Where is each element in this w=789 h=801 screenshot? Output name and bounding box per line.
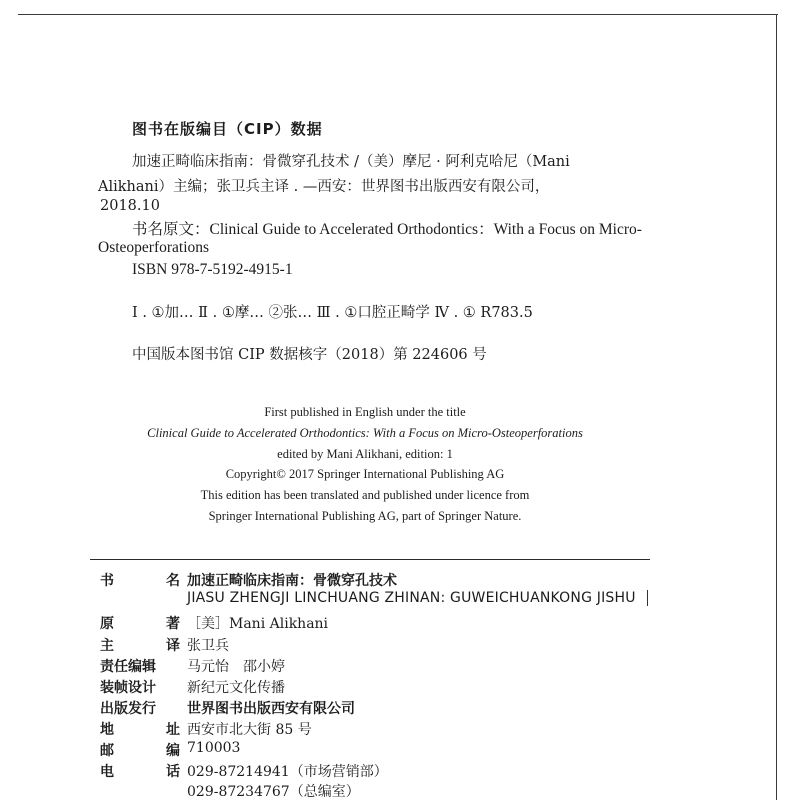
info-pinyin: JIASU ZHENGJI LINCHUANG ZHINAN: GUWEICHUANKONG JISHU	[187, 590, 636, 606]
text-cursor	[647, 590, 648, 606]
info-value: 029-87234767（总编室）	[187, 784, 360, 800]
info-value: 世界图书出版西安有限公司	[187, 701, 355, 717]
info-value: 新纪元文化传播	[187, 680, 285, 696]
english-line-5: This edition has been translated and published under licence from	[200, 488, 530, 503]
cip-line-4: 书名原文：Clinical Guide to Accelerated Orthodontics：With a Focus on Micro-	[132, 221, 642, 238]
info-value: 029-87214941（市场营销部）	[187, 764, 388, 780]
info-label: 责任编辑	[100, 659, 156, 675]
info-label: 电 话	[100, 764, 180, 780]
info-value: 张卫兵	[187, 638, 229, 654]
cip-title: 图书在版编目（CIP）数据	[132, 120, 323, 138]
english-line-2: Clinical Guide to Accelerated Orthodontics: With a Focus on Micro-Osteoperforations	[147, 425, 583, 440]
english-notice	[0, 402, 730, 527]
cip-line-2: Alikhani）主编；张卫兵主译 . —西安：世界图书出版西安有限公司，	[98, 179, 550, 195]
info-value: 西安市北大街 85 号	[187, 722, 312, 738]
page-border-right	[776, 14, 777, 800]
cip-classification: Ⅰ . ①加… Ⅱ . ①摩… ②张… Ⅲ . ①口腔正畸学 Ⅳ . ① R783.5	[132, 305, 533, 321]
info-label: 主 译	[100, 638, 180, 654]
cip-line-1: 加速正畸临床指南：骨微穿孔技术 /（美）摩尼 · 阿利克哈尼（Mani	[132, 154, 570, 170]
cip-line-5: Osteoperforations	[98, 239, 210, 256]
info-label: 邮 编	[100, 743, 180, 759]
section-divider	[90, 559, 650, 560]
info-label: 地 址	[100, 722, 180, 738]
info-label: 出版发行	[100, 701, 156, 717]
info-label: 书 名	[100, 573, 180, 589]
info-label: 装帧设计	[100, 680, 156, 696]
page-border-top	[18, 14, 778, 15]
english-line-4: Copyright© 2017 Springer International Publishing AG	[225, 467, 505, 482]
cip-verify: 中国版本图书馆 CIP 数据核字（2018）第 224606 号	[132, 347, 487, 363]
info-value: 710003	[187, 740, 241, 756]
info-value: ［美］Mani Alikhani	[187, 616, 329, 632]
info-value: 马元怡 邵小婷	[187, 659, 285, 675]
english-line-3: edited by Mani Alikhani, edition: 1	[277, 446, 453, 461]
english-line-1: First published in English under the title	[264, 405, 466, 419]
info-value: 加速正畸临床指南：骨微穿孔技术	[187, 573, 397, 589]
english-line-6: Springer International Publishing AG, part of Springer Nature.	[208, 508, 522, 523]
cip-line-3: 2018.10	[100, 198, 160, 214]
info-label: 原 著	[100, 616, 180, 632]
cip-isbn: ISBN 978-7-5192-4915-1	[132, 261, 293, 278]
